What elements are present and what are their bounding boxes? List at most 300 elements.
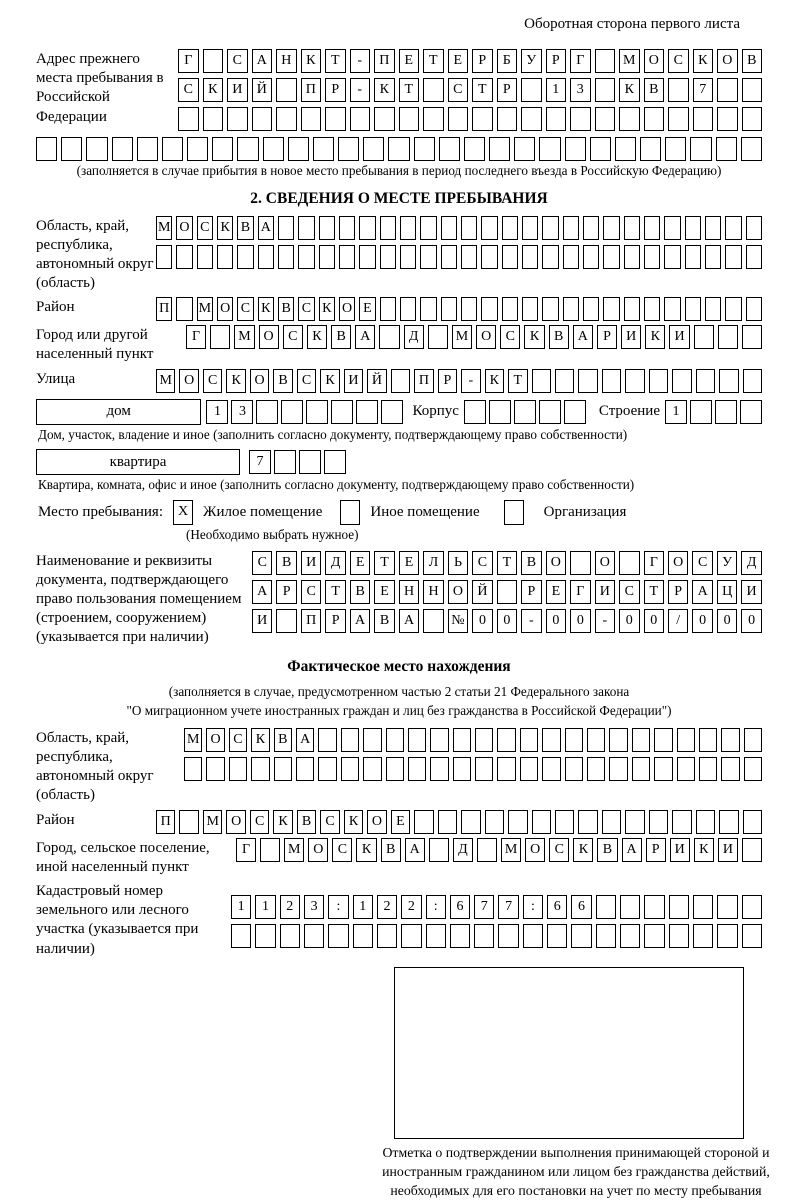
char-box[interactable] — [502, 245, 518, 269]
char-box[interactable] — [502, 297, 518, 321]
char-box[interactable]: Е — [448, 49, 469, 73]
char-box[interactable]: П — [156, 297, 172, 321]
char-box[interactable]: В — [374, 609, 394, 633]
char-box[interactable]: М — [156, 369, 175, 393]
char-box[interactable] — [391, 369, 410, 393]
char-box[interactable] — [187, 137, 208, 161]
char-box[interactable] — [705, 297, 721, 321]
char-box[interactable] — [717, 78, 738, 102]
char-box[interactable] — [532, 810, 551, 834]
stay-type-checkbox-residential[interactable]: X — [173, 500, 193, 525]
char-box[interactable] — [485, 810, 504, 834]
char-box[interactable]: В — [350, 580, 370, 604]
char-box[interactable] — [664, 245, 680, 269]
char-box[interactable] — [715, 400, 737, 424]
char-box[interactable] — [694, 325, 714, 349]
char-box[interactable] — [571, 924, 591, 948]
char-box[interactable]: И — [595, 580, 615, 604]
char-box[interactable] — [619, 551, 639, 575]
char-box[interactable]: К — [485, 369, 504, 393]
char-box[interactable] — [632, 728, 650, 752]
char-box[interactable] — [359, 245, 375, 269]
char-box[interactable] — [296, 757, 314, 781]
char-box[interactable]: Р — [325, 609, 345, 633]
char-box[interactable] — [429, 838, 449, 862]
char-box[interactable]: С — [500, 325, 520, 349]
char-box[interactable] — [489, 137, 510, 161]
char-box[interactable]: С — [472, 551, 492, 575]
char-box[interactable] — [339, 216, 355, 240]
char-box[interactable] — [603, 216, 619, 240]
char-box[interactable] — [570, 107, 591, 131]
char-box[interactable] — [583, 297, 599, 321]
char-box[interactable] — [380, 297, 396, 321]
char-box[interactable]: Н — [399, 580, 419, 604]
char-box[interactable]: И — [670, 838, 690, 862]
char-box[interactable]: С — [178, 78, 199, 102]
stay-type-checkbox-organization[interactable] — [504, 500, 524, 525]
char-box[interactable] — [380, 245, 396, 269]
char-box[interactable] — [252, 107, 273, 131]
char-box[interactable]: 0 — [741, 609, 761, 633]
char-box[interactable] — [237, 137, 258, 161]
char-box[interactable] — [555, 369, 574, 393]
char-box[interactable] — [328, 924, 348, 948]
char-box[interactable]: 6 — [450, 895, 470, 919]
char-box[interactable]: В — [273, 369, 292, 393]
char-box[interactable] — [563, 297, 579, 321]
char-box[interactable] — [742, 107, 763, 131]
char-box[interactable]: К — [226, 369, 245, 393]
char-box[interactable] — [746, 245, 762, 269]
char-box[interactable] — [137, 137, 158, 161]
char-box[interactable]: 2 — [401, 895, 421, 919]
char-box[interactable]: К — [374, 78, 395, 102]
apartment-type-box[interactable]: квартира — [36, 449, 240, 475]
char-box[interactable] — [583, 216, 599, 240]
char-box[interactable]: О — [546, 551, 566, 575]
char-box[interactable]: Р — [546, 49, 567, 73]
char-box[interactable] — [363, 137, 384, 161]
char-box[interactable] — [644, 107, 665, 131]
char-box[interactable] — [583, 245, 599, 269]
char-box[interactable] — [624, 216, 640, 240]
char-box[interactable] — [508, 810, 527, 834]
char-box[interactable] — [441, 216, 457, 240]
char-box[interactable]: С — [301, 580, 321, 604]
char-box[interactable] — [640, 137, 661, 161]
char-box[interactable]: К — [344, 810, 363, 834]
char-box[interactable] — [497, 757, 515, 781]
char-box[interactable] — [624, 245, 640, 269]
char-box[interactable] — [481, 297, 497, 321]
char-box[interactable]: 1 — [231, 895, 251, 919]
char-box[interactable] — [649, 369, 668, 393]
char-box[interactable] — [587, 757, 605, 781]
char-box[interactable]: К — [573, 838, 593, 862]
char-box[interactable] — [306, 400, 328, 424]
char-box[interactable] — [721, 757, 739, 781]
char-box[interactable] — [746, 297, 762, 321]
char-box[interactable] — [718, 325, 738, 349]
char-box[interactable]: С — [283, 325, 303, 349]
char-box[interactable]: № — [448, 609, 468, 633]
char-box[interactable]: П — [156, 810, 175, 834]
char-box[interactable] — [179, 810, 198, 834]
char-box[interactable] — [386, 757, 404, 781]
char-box[interactable] — [746, 216, 762, 240]
char-box[interactable]: - — [461, 369, 480, 393]
char-box[interactable]: 6 — [571, 895, 591, 919]
char-box[interactable] — [521, 107, 542, 131]
char-box[interactable] — [430, 728, 448, 752]
char-box[interactable]: И — [741, 580, 761, 604]
char-box[interactable]: С — [197, 216, 213, 240]
char-box[interactable]: Е — [546, 580, 566, 604]
char-box[interactable]: 3 — [304, 895, 324, 919]
char-box[interactable]: К — [320, 369, 339, 393]
char-box[interactable] — [461, 245, 477, 269]
char-box[interactable] — [464, 137, 485, 161]
char-box[interactable] — [699, 728, 717, 752]
char-box[interactable] — [280, 924, 300, 948]
char-box[interactable] — [522, 297, 538, 321]
char-box[interactable]: О — [525, 838, 545, 862]
char-box[interactable] — [441, 297, 457, 321]
char-box[interactable] — [260, 838, 280, 862]
char-box[interactable]: В — [381, 838, 401, 862]
char-box[interactable] — [255, 924, 275, 948]
char-box[interactable] — [565, 757, 583, 781]
char-box[interactable]: К — [356, 838, 376, 862]
char-box[interactable]: Р — [521, 580, 541, 604]
char-box[interactable] — [281, 400, 303, 424]
house-type-box[interactable]: дом — [36, 399, 201, 425]
char-box[interactable]: Д — [404, 325, 424, 349]
char-box[interactable]: И — [621, 325, 641, 349]
char-box[interactable] — [619, 107, 640, 131]
char-box[interactable] — [453, 757, 471, 781]
char-box[interactable]: С — [297, 369, 316, 393]
char-box[interactable] — [742, 78, 763, 102]
char-box[interactable]: Г — [570, 49, 591, 73]
char-box[interactable]: С — [692, 551, 712, 575]
char-box[interactable] — [400, 216, 416, 240]
char-box[interactable]: : — [523, 895, 543, 919]
char-box[interactable]: О — [367, 810, 386, 834]
char-box[interactable] — [690, 400, 712, 424]
char-box[interactable]: Т — [325, 580, 345, 604]
char-box[interactable]: - — [350, 49, 371, 73]
char-box[interactable]: И — [301, 551, 321, 575]
char-box[interactable]: 1 — [546, 78, 567, 102]
char-box[interactable] — [743, 369, 762, 393]
char-box[interactable] — [439, 137, 460, 161]
char-box[interactable]: В — [597, 838, 617, 862]
char-box[interactable] — [741, 137, 762, 161]
char-box[interactable] — [341, 757, 359, 781]
char-box[interactable]: А — [252, 49, 273, 73]
char-box[interactable]: Ц — [717, 580, 737, 604]
char-box[interactable]: О — [259, 325, 279, 349]
char-box[interactable]: О — [206, 728, 224, 752]
char-box[interactable] — [276, 78, 297, 102]
char-box[interactable] — [644, 895, 664, 919]
char-box[interactable]: С — [227, 49, 248, 73]
char-box[interactable]: Н — [423, 580, 443, 604]
char-box[interactable] — [644, 245, 660, 269]
char-box[interactable] — [632, 757, 650, 781]
char-box[interactable] — [498, 924, 518, 948]
char-box[interactable]: К — [273, 810, 292, 834]
char-box[interactable] — [237, 245, 253, 269]
char-box[interactable] — [258, 245, 274, 269]
char-box[interactable]: 0 — [644, 609, 664, 633]
char-box[interactable]: К — [217, 216, 233, 240]
char-box[interactable]: О — [308, 838, 328, 862]
char-box[interactable] — [414, 137, 435, 161]
char-box[interactable]: Р — [597, 325, 617, 349]
char-box[interactable] — [595, 78, 616, 102]
char-box[interactable]: Т — [374, 551, 394, 575]
char-box[interactable]: 1 — [665, 400, 687, 424]
char-box[interactable]: 0 — [619, 609, 639, 633]
char-box[interactable]: Д — [741, 551, 761, 575]
char-box[interactable] — [178, 107, 199, 131]
char-box[interactable] — [539, 400, 561, 424]
char-box[interactable] — [565, 728, 583, 752]
char-box[interactable] — [176, 245, 192, 269]
char-box[interactable] — [227, 107, 248, 131]
char-box[interactable]: С — [298, 297, 314, 321]
char-box[interactable]: В — [237, 216, 253, 240]
char-box[interactable] — [743, 810, 762, 834]
char-box[interactable] — [184, 757, 202, 781]
char-box[interactable] — [251, 757, 269, 781]
char-box[interactable]: А — [622, 838, 642, 862]
char-box[interactable]: В — [549, 325, 569, 349]
char-box[interactable] — [563, 245, 579, 269]
char-box[interactable] — [677, 728, 695, 752]
char-box[interactable] — [489, 400, 511, 424]
char-box[interactable] — [481, 245, 497, 269]
char-box[interactable] — [156, 245, 172, 269]
char-box[interactable] — [742, 325, 762, 349]
char-box[interactable] — [388, 137, 409, 161]
char-box[interactable]: Г — [644, 551, 664, 575]
char-box[interactable]: К — [524, 325, 544, 349]
char-box[interactable] — [325, 107, 346, 131]
char-box[interactable] — [162, 137, 183, 161]
char-box[interactable] — [401, 924, 421, 948]
char-box[interactable] — [570, 551, 590, 575]
char-box[interactable]: 3 — [570, 78, 591, 102]
char-box[interactable]: А — [573, 325, 593, 349]
char-box[interactable] — [464, 400, 486, 424]
char-box[interactable] — [542, 297, 558, 321]
char-box[interactable]: : — [328, 895, 348, 919]
char-box[interactable]: С — [619, 580, 639, 604]
char-box[interactable] — [669, 895, 689, 919]
char-box[interactable]: П — [414, 369, 433, 393]
char-box[interactable] — [542, 245, 558, 269]
char-box[interactable]: А — [405, 838, 425, 862]
char-box[interactable] — [563, 216, 579, 240]
char-box[interactable] — [717, 895, 737, 919]
char-box[interactable] — [685, 297, 701, 321]
char-box[interactable] — [644, 924, 664, 948]
char-box[interactable]: Н — [276, 49, 297, 73]
char-box[interactable] — [521, 78, 542, 102]
char-box[interactable] — [298, 216, 314, 240]
char-box[interactable] — [542, 757, 560, 781]
char-box[interactable] — [497, 107, 518, 131]
char-box[interactable]: И — [718, 838, 738, 862]
char-box[interactable]: В — [274, 728, 292, 752]
char-box[interactable]: Т — [508, 369, 527, 393]
char-box[interactable]: : — [426, 895, 446, 919]
char-box[interactable]: В — [278, 297, 294, 321]
char-box[interactable]: В — [331, 325, 351, 349]
char-box[interactable]: 7 — [249, 450, 271, 474]
char-box[interactable] — [595, 49, 616, 73]
char-box[interactable]: С — [237, 297, 253, 321]
char-box[interactable]: Л — [423, 551, 443, 575]
char-box[interactable] — [664, 216, 680, 240]
char-box[interactable]: О — [179, 369, 198, 393]
char-box[interactable]: Д — [453, 838, 473, 862]
char-box[interactable] — [705, 216, 721, 240]
char-box[interactable]: К — [319, 297, 335, 321]
char-box[interactable] — [514, 400, 536, 424]
char-box[interactable] — [278, 216, 294, 240]
char-box[interactable]: 1 — [353, 895, 373, 919]
char-box[interactable] — [497, 728, 515, 752]
char-box[interactable] — [547, 924, 567, 948]
char-box[interactable] — [374, 107, 395, 131]
char-box[interactable] — [318, 728, 336, 752]
char-box[interactable]: М — [184, 728, 202, 752]
char-box[interactable]: У — [521, 49, 542, 73]
char-box[interactable]: Т — [423, 49, 444, 73]
char-box[interactable] — [212, 137, 233, 161]
char-box[interactable]: К — [693, 49, 714, 73]
char-box[interactable]: Р — [497, 78, 518, 102]
char-box[interactable] — [381, 400, 403, 424]
char-box[interactable] — [744, 728, 762, 752]
char-box[interactable]: С — [448, 78, 469, 102]
char-box[interactable] — [649, 810, 668, 834]
char-box[interactable]: А — [350, 609, 370, 633]
char-box[interactable]: В — [644, 78, 665, 102]
char-box[interactable]: О — [668, 551, 688, 575]
char-box[interactable]: Т — [472, 78, 493, 102]
char-box[interactable]: О — [476, 325, 496, 349]
char-box[interactable] — [420, 245, 436, 269]
char-box[interactable] — [532, 369, 551, 393]
char-box[interactable] — [339, 245, 355, 269]
char-box[interactable]: О — [226, 810, 245, 834]
char-box[interactable] — [474, 924, 494, 948]
char-box[interactable]: О — [644, 49, 665, 73]
char-box[interactable] — [278, 245, 294, 269]
char-box[interactable]: 0 — [472, 609, 492, 633]
char-box[interactable]: М — [234, 325, 254, 349]
char-box[interactable]: Е — [399, 49, 420, 73]
char-box[interactable] — [217, 245, 233, 269]
char-box[interactable] — [587, 728, 605, 752]
char-box[interactable]: Е — [374, 580, 394, 604]
char-box[interactable]: Р — [472, 49, 493, 73]
char-box[interactable] — [426, 924, 446, 948]
char-box[interactable]: / — [668, 609, 688, 633]
char-box[interactable]: Г — [186, 325, 206, 349]
char-box[interactable]: - — [521, 609, 541, 633]
char-box[interactable]: К — [694, 838, 714, 862]
char-box[interactable] — [602, 369, 621, 393]
char-box[interactable] — [408, 757, 426, 781]
char-box[interactable] — [609, 728, 627, 752]
char-box[interactable]: М — [156, 216, 172, 240]
char-box[interactable] — [539, 137, 560, 161]
char-box[interactable]: Й — [252, 78, 273, 102]
char-box[interactable] — [274, 757, 292, 781]
stay-type-checkbox-other[interactable] — [340, 500, 360, 525]
char-box[interactable] — [672, 810, 691, 834]
char-box[interactable] — [693, 895, 713, 919]
char-box[interactable]: С — [668, 49, 689, 73]
char-box[interactable] — [603, 297, 619, 321]
char-box[interactable] — [263, 137, 284, 161]
char-box[interactable] — [256, 400, 278, 424]
char-box[interactable]: О — [250, 369, 269, 393]
char-box[interactable]: И — [252, 609, 272, 633]
char-box[interactable] — [717, 924, 737, 948]
char-box[interactable]: А — [355, 325, 375, 349]
char-box[interactable]: Г — [570, 580, 590, 604]
char-box[interactable] — [379, 325, 399, 349]
char-box[interactable]: К — [203, 78, 224, 102]
char-box[interactable] — [380, 216, 396, 240]
char-box[interactable]: 7 — [693, 78, 714, 102]
char-box[interactable] — [408, 728, 426, 752]
char-box[interactable]: 0 — [546, 609, 566, 633]
char-box[interactable] — [472, 107, 493, 131]
char-box[interactable] — [644, 216, 660, 240]
char-box[interactable]: С — [229, 728, 247, 752]
char-box[interactable] — [523, 924, 543, 948]
char-box[interactable] — [542, 216, 558, 240]
char-box[interactable] — [400, 297, 416, 321]
char-box[interactable] — [719, 369, 738, 393]
char-box[interactable] — [740, 400, 762, 424]
char-box[interactable] — [423, 107, 444, 131]
char-box[interactable] — [319, 245, 335, 269]
char-box[interactable] — [514, 137, 535, 161]
char-box[interactable] — [677, 757, 695, 781]
char-box[interactable]: И — [344, 369, 363, 393]
char-box[interactable] — [176, 297, 192, 321]
char-box[interactable] — [423, 609, 443, 633]
char-box[interactable]: С — [203, 369, 222, 393]
char-box[interactable] — [331, 400, 353, 424]
char-box[interactable] — [453, 728, 471, 752]
char-box[interactable] — [716, 137, 737, 161]
char-box[interactable] — [203, 107, 224, 131]
char-box[interactable] — [400, 245, 416, 269]
char-box[interactable] — [276, 107, 297, 131]
char-box[interactable]: 3 — [231, 400, 253, 424]
